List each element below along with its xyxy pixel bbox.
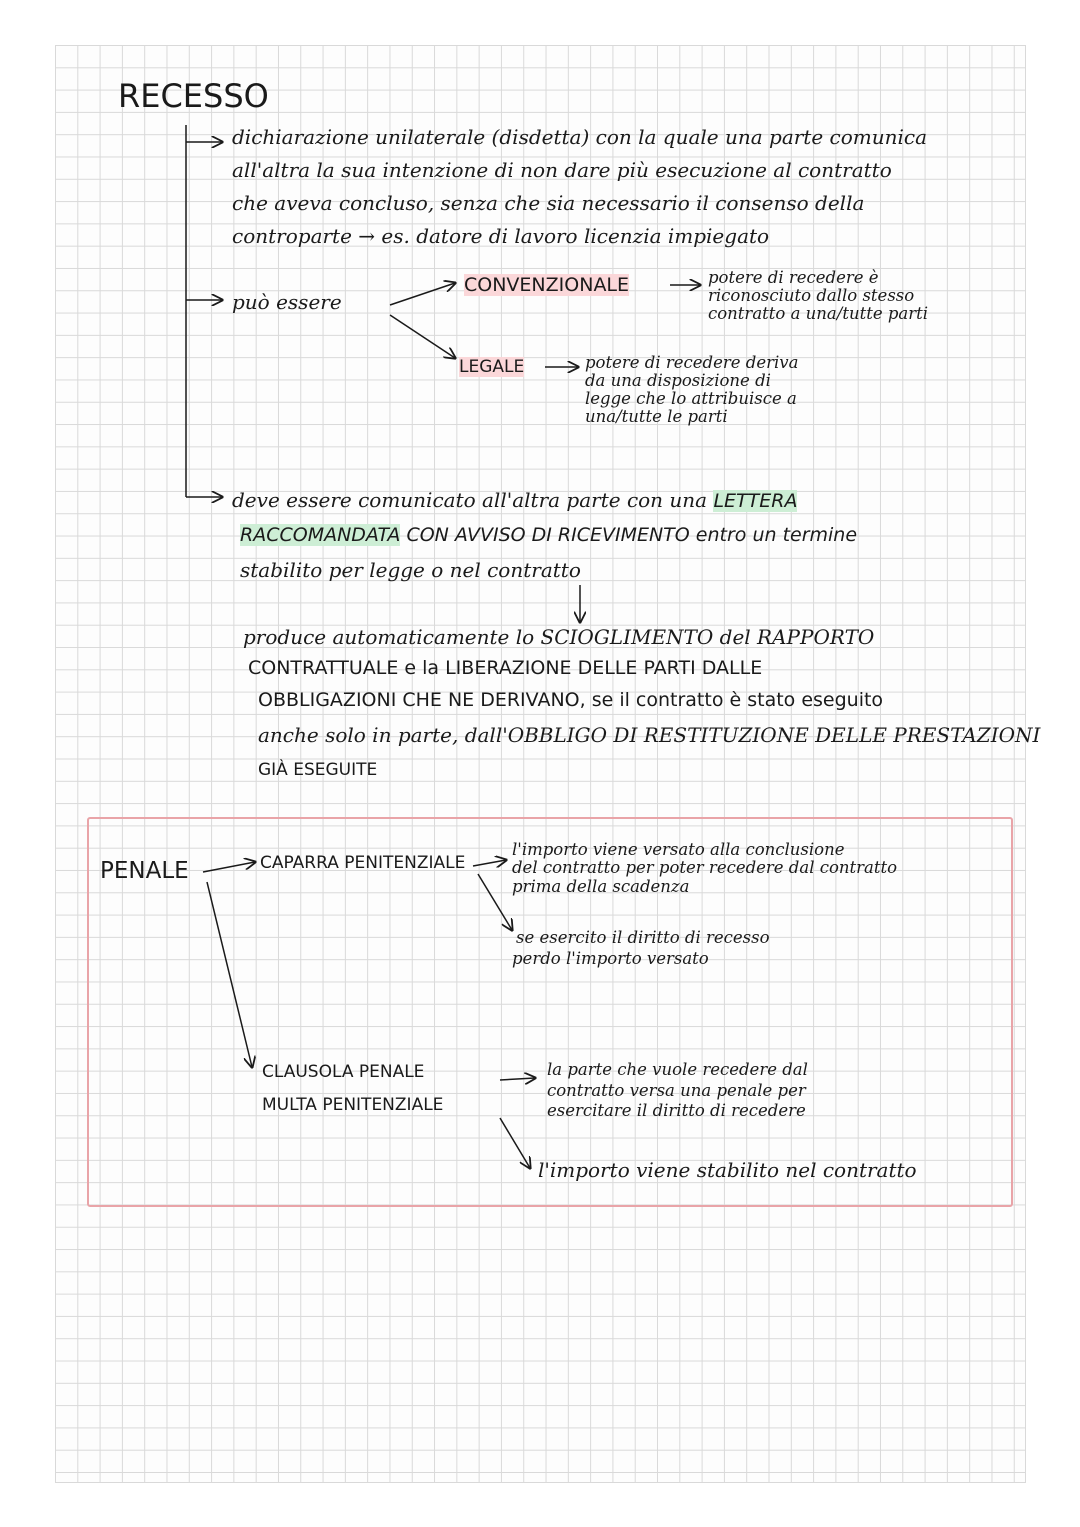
caparra-desc: l'importo viene versato alla conclusione (512, 840, 845, 859)
convenzionale-desc: contratto a una/tutte parti (708, 304, 929, 323)
legale-desc: da una disposizione di (585, 371, 771, 390)
convenzionale-label: CONVENZIONALE (464, 274, 630, 296)
legale-desc: una/tutte le parti (585, 407, 728, 426)
types-label: può essere (232, 290, 342, 314)
definition-line: dichiarazione unilaterale (disdetta) con la quale una parte comunica (232, 125, 928, 149)
legale-desc: potere di recedere deriva (585, 353, 799, 372)
effects-line: CONTRATTUALE e la LIBERAZIONE DELLE PARTI DALLE (248, 657, 763, 679)
clausola-label: CLAUSOLA PENALE (262, 1062, 425, 1082)
caparra-desc: del contratto per poter recedere dal contratto (512, 858, 898, 877)
caparra-desc: prima della scadenza (512, 877, 690, 896)
clausola-desc: contratto versa una penale per (547, 1081, 806, 1100)
communication-line: RACCOMANDATA CON AVVISO DI RICEVIMENTO entro un termine (240, 524, 858, 546)
convenzionale-desc: potere di recedere è (708, 268, 879, 287)
clausola-label: MULTA PENITENZIALE (262, 1095, 444, 1115)
communication-line: stabilito per legge o nel contratto (240, 558, 581, 582)
effects-line: GIÀ ESEGUITE (258, 760, 378, 780)
caparra-desc: perdo l'importo versato (512, 949, 709, 968)
definition-line: controparte → es. datore di lavoro licenzia impiegato (232, 224, 770, 248)
clausola-desc: l'importo viene stabilito nel contratto (538, 1158, 917, 1182)
clausola-desc: esercitare il diritto di recedere (547, 1101, 806, 1120)
effects-line: OBBLIGAZIONI CHE NE DERIVANO, se il contratto è stato eseguito (258, 689, 884, 711)
definition-line: all'altra la sua intenzione di non dare più esecuzione al contratto (232, 158, 892, 182)
page-title: RECESSO (118, 77, 269, 115)
caparra-label: CAPARRA PENITENZIALE (260, 853, 466, 873)
legale-label: LEGALE (459, 357, 525, 377)
effects-line: anche solo in parte, dall'OBBLIGO DI RESTITUZIONE DELLE PRESTAZIONI (258, 723, 1041, 747)
clausola-desc: la parte che vuole recedere dal (547, 1060, 808, 1079)
legale-desc: legge che lo attribuisce a (585, 389, 797, 408)
caparra-desc: se esercito il diritto di recesso (516, 928, 770, 947)
convenzionale-desc: riconosciuto dallo stesso (708, 286, 915, 305)
communication-line: deve essere comunicato all'altra parte con una LETTERA (232, 488, 798, 512)
penale-title: PENALE (100, 858, 189, 884)
definition-line: che aveva concluso, senza che sia necessario il consenso della (232, 191, 865, 215)
effects-line: produce automaticamente lo SCIOGLIMENTO del RAPPORTO (243, 625, 875, 649)
